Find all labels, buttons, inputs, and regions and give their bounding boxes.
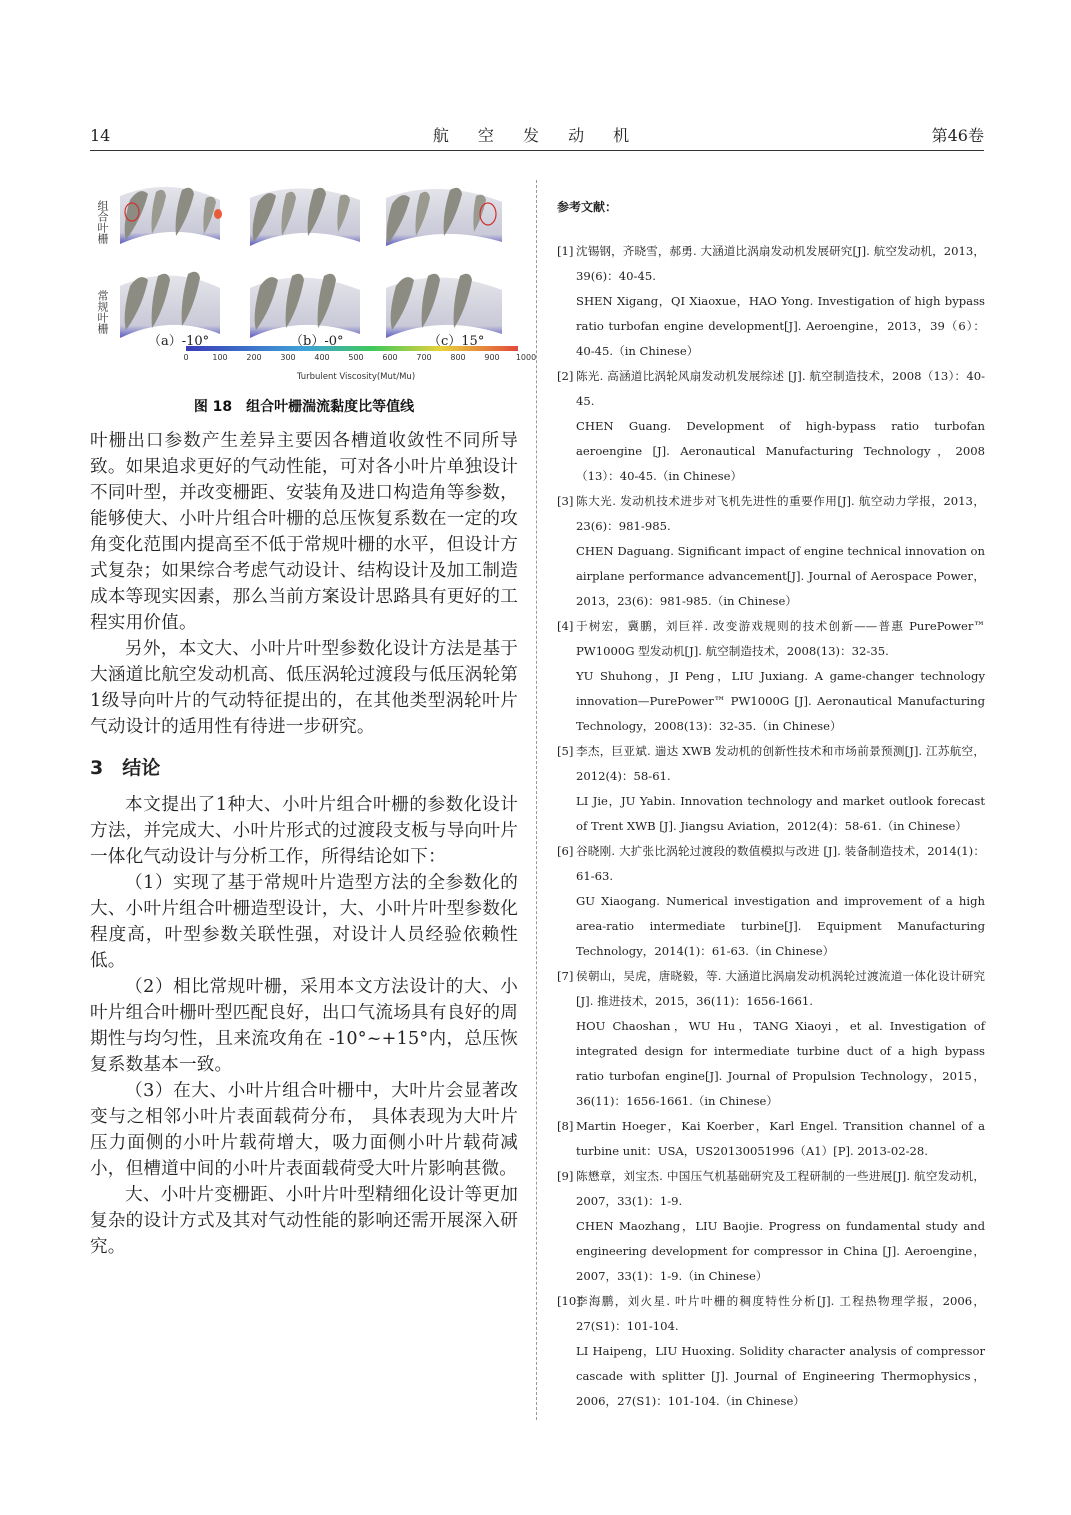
paragraph: 大、小叶片变栅距、小叶片叶型精细化设计等更加复杂的设计方式及其对气动性能的影响还需开展深入研究。 bbox=[90, 1185, 518, 1257]
colorbar-ticks bbox=[183, 353, 537, 365]
page-header bbox=[90, 126, 984, 152]
reference-number: [6] bbox=[557, 844, 574, 858]
reference-english: LI Haipeng，LIU Huoxing. Solidity character analysis of compressor cascade with splitter [J]. Journal of Engineering Thermophysics，2006，27(S1)：101-104.（in Chinese） bbox=[576, 1344, 985, 1408]
reference-english: CHEN Guang. Development of high-bypass ratio turbofan aeroengine [J]. Aeronautical Manufacturing Technology，2008（13）：40-45.（in Chinese） bbox=[576, 419, 985, 483]
panel-c-row1 bbox=[386, 188, 502, 246]
reference-english: Martin Hoeger，Kai Koerber，Karl Engel. Transition channel of a turbine unit：USA，US20130051996（A1）[P]. 2013-02-28. bbox=[576, 1119, 985, 1158]
reference-chinese: 陈光. 高涵道比涡轮风扇发动机发展综述 [J]. 航空制造技术，2008（13）：40-45. bbox=[576, 369, 985, 408]
volume-label: 第46卷 bbox=[931, 126, 984, 145]
reference-number: [5] bbox=[557, 744, 574, 758]
reference-english: LI Jie，JU Yabin. Innovation technology and market outlook forecast of Trent XWB [J]. Jiangsu Aviation，2012(4)：58-61.（in Chinese） bbox=[576, 794, 985, 833]
tick-label: 1000 bbox=[515, 353, 537, 362]
reference-number: [7] bbox=[557, 969, 574, 983]
reference-number: [3] bbox=[557, 494, 574, 508]
reference-chinese: 陈懋章，刘宝杰. 中国压气机基础研究及工程研制的一些进展[J]. 航空发动机，2007，33(1)：1-9. bbox=[576, 1169, 985, 1208]
reference-chinese: 李海鹏，刘火星. 叶片叶栅的稠度特性分析[J]. 工程热物理学报，2006，27(S1)：101-104. bbox=[576, 1294, 985, 1333]
tick-label: 700 bbox=[416, 353, 432, 362]
panel-label-b: （b）-0° bbox=[290, 334, 344, 349]
reference-item bbox=[557, 739, 985, 839]
panel-b-row1 bbox=[250, 188, 360, 246]
panel-label-c: （c）15° bbox=[428, 334, 485, 349]
reference-item bbox=[557, 489, 985, 614]
tick-label: 900 bbox=[484, 353, 500, 362]
reference-chinese: 沈锡钢，齐晓雪，郝勇. 大涵道比涡扇发动机发展研究[J]. 航空发动机，2013，39(6)：40-45. bbox=[576, 244, 985, 283]
tick-label: 800 bbox=[450, 353, 466, 362]
reference-item bbox=[557, 614, 985, 739]
reference-chinese: 于树宏，冀鹏，刘巨祥. 改变游戏规则的技术创新——普惠 PurePower™ PW1000G 型发动机[J]. 航空制造技术，2008(13)：32-35. bbox=[576, 619, 985, 658]
reference-item bbox=[557, 839, 985, 964]
reference-english: SHEN Xigang，QI Xiaoxue，HAO Yong. Investigation of high bypass ratio turbofan engine development[J]. Aeroengine，2013，39（6）：40-45.（in Chinese） bbox=[576, 294, 985, 358]
reference-english: HOU Chaoshan，WU Hu，TANG Xiaoyi，et al. Investigation of integrated design for intermediate turbine duct of a high bypass ratio turbofan engine[J]. Journal of Propulsion Technology，2015，36(11)：1656-1661.（in Chinese） bbox=[576, 1019, 985, 1108]
tick-label: 500 bbox=[348, 353, 364, 362]
reference-item bbox=[557, 1164, 985, 1289]
colorbar-title: Turbulent Viscosity(Mut/Mu) bbox=[296, 372, 416, 382]
reference-english: YU Shuhong，JI Peng，LIU Juxiang. A game-changer technology innovation—PurePower™ PW1000G [J]. Aeronautical Manufacturing Technology，2008(13)：32-35.（in Chinese） bbox=[576, 669, 985, 733]
reference-chinese: 李杰，巨亚斌. 遄达 XWB 发动机的创新性技术和市场前景预测[J]. 江苏航空，2012(4)：58-61. bbox=[576, 744, 985, 783]
reference-english: GU Xiaogang. Numerical investigation and improvement of a high area-ratio intermediate turbine[J]. Equipment Manufacturing Technology，2014(1)：61-63.（in Chinese） bbox=[576, 894, 985, 958]
paragraph: 另外，本文大、小叶片叶型参数化设计方法是基于大涵道比航空发动机高、低压涡轮过渡段与低压涡轮第1级导向叶片的气动特征提出的，在其他类型涡轮叶片气动设计的适用性有待进一步研究。 bbox=[90, 639, 518, 737]
reference-number: [1] bbox=[557, 244, 574, 258]
tick-label: 600 bbox=[382, 353, 398, 362]
page-number: 14 bbox=[90, 126, 111, 145]
reference-english: CHEN Maozhang，LIU Baojie. Progress on fundamental study and engineering development for compressor in China [J]. Aeroengine，2007，33(1)：1-9.（in Chinese） bbox=[576, 1219, 985, 1283]
tick-label: 300 bbox=[280, 353, 296, 362]
reference-number: [2] bbox=[557, 369, 574, 383]
panel-label-a: （a）-10° bbox=[148, 334, 210, 349]
header-rule bbox=[90, 150, 984, 151]
tick-label: 400 bbox=[314, 353, 330, 362]
paragraph: （3）在大、小叶片组合叶栅中，大叶片会显著改变与之相邻小叶片表面载荷分布， 具体表现为大叶片压力面侧的小叶片载荷增大，吸力面侧小叶片载荷减小，但槽道中间的小叶片表面载荷受大叶片影响甚微。 bbox=[90, 1081, 518, 1179]
reference-english: CHEN Daguang. Significant impact of engine technical innovation on airplane performance advancement[J]. Journal of Aerospace Power，2013，23(6)：981-985.（in Chinese） bbox=[576, 544, 985, 608]
reference-item bbox=[557, 364, 985, 489]
tick-label: 100 bbox=[212, 353, 228, 362]
left-column bbox=[90, 428, 518, 1260]
paragraph: （2）相比常规叶栅，采用本文方法设计的大、小叶片组合叶栅叶型匹配良好，出口气流场具有良好的周期性与均匀性，且来流攻角在 -10°~+15°内，总压恢复系数基本一致。 bbox=[90, 977, 518, 1075]
row-label-combined: 组合叶栅 bbox=[96, 200, 109, 244]
reference-number: [10] bbox=[557, 1294, 581, 1308]
journal-name: 航 空 发 动 机 bbox=[432, 126, 642, 145]
reference-chinese: 侯朝山，吴虎，唐晓毅，等. 大涵道比涡扇发动机涡轮过渡流道一体化设计研究[J]. 推进技术，2015，36(11)：1656-1661. bbox=[576, 969, 985, 1008]
reference-item bbox=[557, 964, 985, 1114]
figure-caption: 图 18 组合叶栅湍流黏度比等值线 bbox=[193, 399, 415, 415]
reference-item bbox=[557, 1114, 985, 1164]
paragraph: 本文提出了1种大、小叶片组合叶栅的参数化设计方法，并完成大、小叶片形式的过渡段支板与导向叶片一体化气动设计与分析工作，所得结论如下： bbox=[90, 795, 518, 867]
panel-a-row2 bbox=[120, 272, 220, 338]
panel-b-row2 bbox=[250, 274, 360, 338]
references-section bbox=[557, 198, 985, 1414]
reference-chinese: 陈大光. 发动机技术进步对飞机先进性的重要作用[J]. 航空动力学报，2013，23(6)：981-985. bbox=[576, 494, 985, 533]
panel-a-row1 bbox=[120, 187, 222, 244]
reference-number: [8] bbox=[557, 1119, 574, 1133]
figure-18 bbox=[90, 178, 537, 418]
reference-item bbox=[557, 239, 985, 364]
tick-label: 200 bbox=[246, 353, 262, 362]
section-heading: 3 结论 bbox=[90, 757, 161, 779]
reference-number: [9] bbox=[557, 1169, 574, 1183]
reference-chinese: 谷晓刚. 大扩张比涡轮过渡段的数值模拟与改进 [J]. 装备制造技术，2014(1)：61-63. bbox=[576, 844, 985, 883]
column-divider bbox=[536, 180, 537, 1420]
tick-label: 0 bbox=[183, 353, 189, 362]
paragraph: 叶栅出口参数产生差异主要因各槽道收敛性不同所导致。如果追求更好的气动性能，可对各小叶片单独设计不同叶型，并改变栅距、安装角及进口构造角等参数，能够使大、小叶片组合叶栅的总压恢复系数在一定的攻角变化范围内提高至不低于常规叶栅的水平，但设计方式复杂；如果综合考虑气动设计、结构设计及加工制造成本等现实因素，那么当前方案设计思路具有更好的工程实用价值。 bbox=[90, 431, 518, 633]
row-label-conventional: 常规叶栅 bbox=[96, 290, 109, 334]
paragraph: （1）实现了基于常规叶片造型方法的全参数化的大、小叶片组合叶栅造型设计，大、小叶片叶型参数化程度高，叶型参数关联性强，对设计人员经验依赖性低。 bbox=[90, 873, 518, 971]
references-title: 参考文献： bbox=[557, 200, 618, 214]
reference-item bbox=[557, 1289, 985, 1414]
reference-number: [4] bbox=[557, 619, 574, 633]
reference-list bbox=[557, 239, 985, 1414]
panel-c-row2 bbox=[386, 274, 502, 338]
